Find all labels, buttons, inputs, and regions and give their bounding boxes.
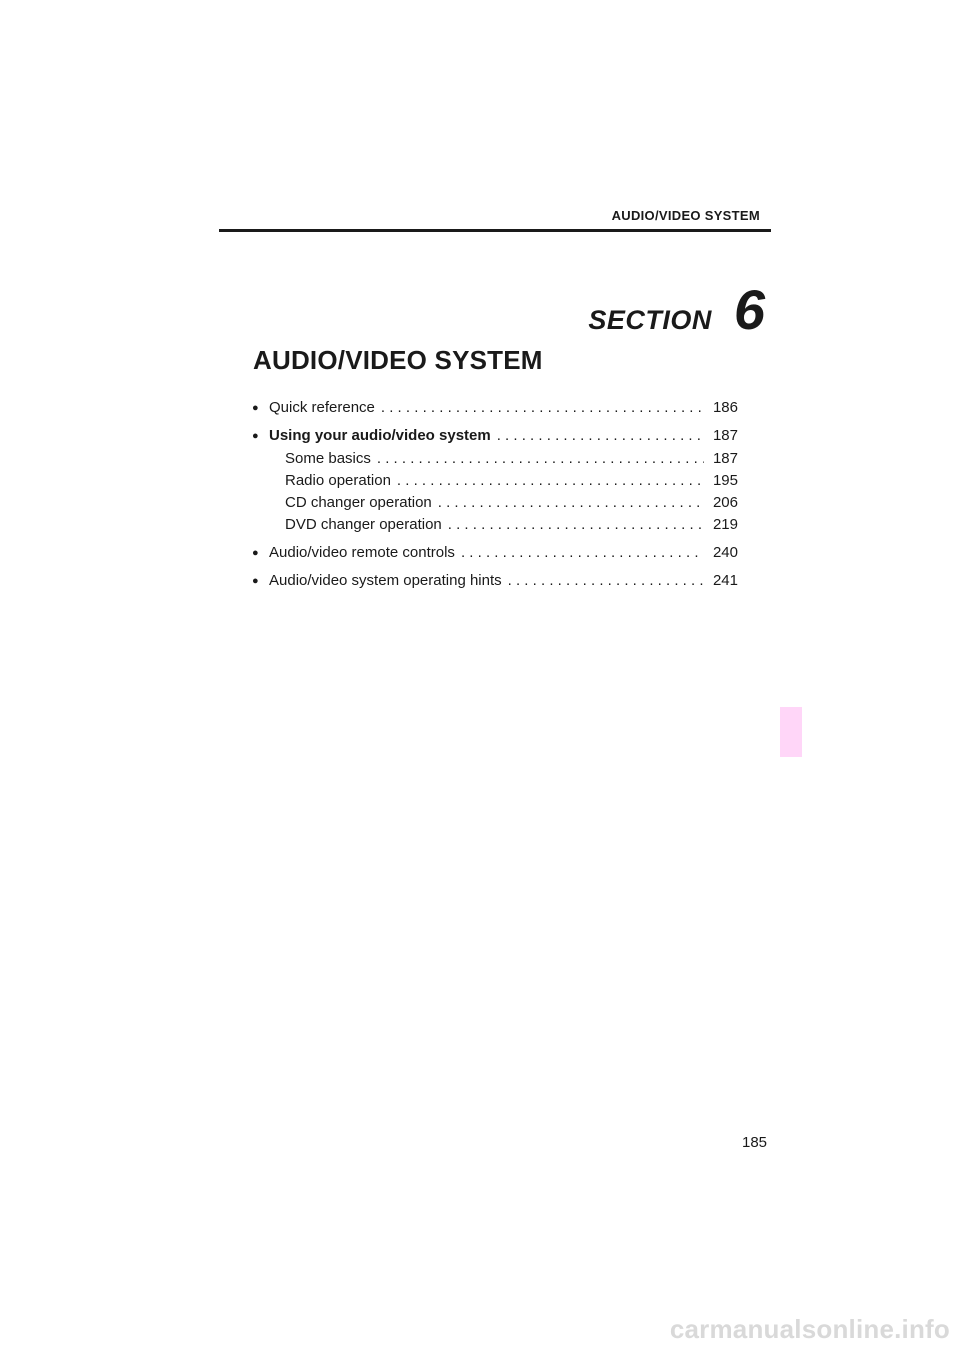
toc-entry-label: Audio/video remote controls <box>269 544 455 561</box>
dot-leader <box>508 570 704 592</box>
toc-entry-radio-operation[interactable] <box>252 470 738 492</box>
bullet-icon: ● <box>252 547 259 559</box>
toc-entry-some-basics[interactable] <box>252 448 738 470</box>
chapter-title: AUDIO/VIDEO SYSTEM <box>253 345 543 375</box>
bullet-icon: ● <box>252 430 259 442</box>
toc-entry-page: 186 <box>712 399 738 416</box>
section-number: 6 <box>733 278 765 341</box>
dot-leader <box>448 514 704 536</box>
toc-entry-label: Radio operation <box>285 472 391 489</box>
toc-entry-dvd-changer-operation[interactable] <box>252 514 738 536</box>
toc-entry-page: 241 <box>712 572 738 589</box>
section-word: SECTION <box>588 305 712 335</box>
section-thumb-tab <box>780 707 802 757</box>
dot-leader <box>377 448 704 470</box>
toc-entry-page: 206 <box>712 494 738 511</box>
toc-entry-page: 219 <box>712 516 738 533</box>
toc-entry-page: 240 <box>712 544 738 561</box>
toc-entry-label: Quick reference <box>269 399 375 416</box>
page-number: 185 <box>742 1134 768 1151</box>
dot-leader <box>381 397 704 419</box>
toc-entry-page: 187 <box>712 450 738 467</box>
dot-leader <box>438 492 704 514</box>
toc-entry-remote-controls[interactable] <box>252 542 738 565</box>
table-of-contents <box>252 397 738 598</box>
bullet-icon: ● <box>252 575 259 587</box>
toc-entry-page: 195 <box>712 472 738 489</box>
toc-entry-label: DVD changer operation <box>285 516 442 533</box>
watermark: carmanualsonline.info <box>669 1314 950 1344</box>
bullet-icon: ● <box>252 402 259 414</box>
toc-entry-label: CD changer operation <box>285 494 432 511</box>
toc-entry-label: Some basics <box>285 450 371 467</box>
toc-entry-operating-hints[interactable] <box>252 570 738 593</box>
dot-leader <box>397 470 704 492</box>
toc-entry-quick-reference[interactable] <box>252 397 738 420</box>
dot-leader <box>497 425 704 447</box>
section-heading <box>588 278 765 341</box>
toc-entry-cd-changer-operation[interactable] <box>252 492 738 514</box>
toc-entry-label: Using your audio/video system <box>269 427 491 444</box>
toc-entry-page: 187 <box>712 427 738 444</box>
header-rule <box>219 229 771 232</box>
dot-leader <box>461 542 704 564</box>
toc-entry-using-audio-video-system[interactable] <box>252 425 738 448</box>
running-header: AUDIO/VIDEO SYSTEM <box>611 208 760 223</box>
toc-entry-label: Audio/video system operating hints <box>269 572 502 589</box>
